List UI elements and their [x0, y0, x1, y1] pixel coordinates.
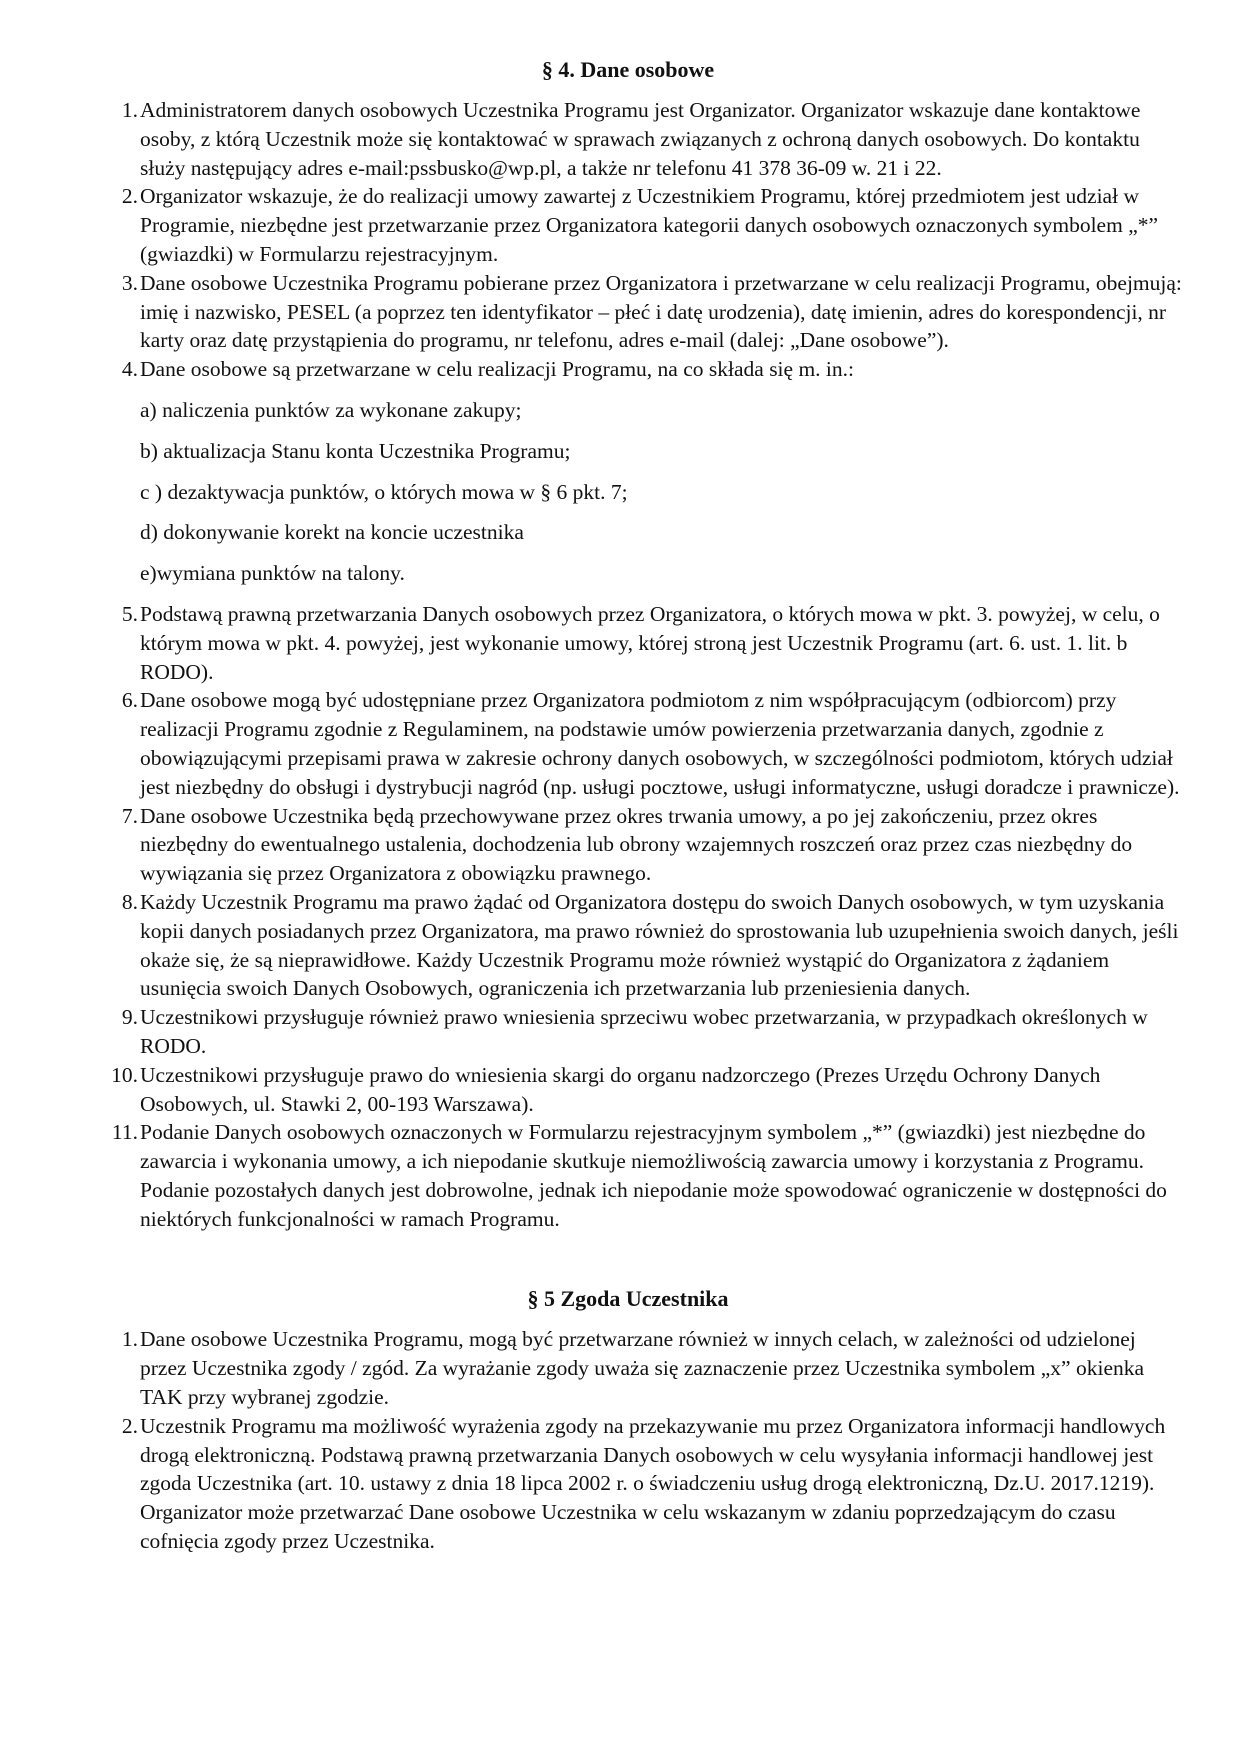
- item-number: 4.: [121, 357, 138, 382]
- section-5-title: § 5 Zgoda Uczestnika: [527, 1286, 729, 1312]
- item-text: Dane osobowe Uczestnika Programu pobierane przez Organizatora i przetwarzane w celu realizacji Programu, obejmują: imię i nazwisko, PESEL (a poprzez ten identyfikator – płeć i datę urodzenia), datę imienin, adres do korespondencji, nr karty oraz datę przystąpienia do programu, nr telefonu, adres e-mail (dalej: „Dane osobowe”).: [140, 270, 1182, 353]
- item-number: 5.: [121, 601, 138, 626]
- section-4-title: § 4. Dane osobowe: [541, 57, 715, 82]
- sub-item: a) naliczenia punktów za wykonane zakupy;: [140, 397, 522, 422]
- item-number: 1.: [121, 1327, 138, 1352]
- item-number: 2.: [121, 1413, 138, 1438]
- sub-item: b) aktualizacja Stanu konta Uczestnika Programu;: [140, 438, 571, 463]
- item-number: 2.: [121, 184, 138, 209]
- item-text: Każdy Uczestnik Programu ma prawo żądać od Organizatora dostępu do swoich Danych osobowych, w tym uzyskania kopii danych posiadanych przez Organizatora, ma prawo również do sprostowania lub uzupełnienia swoich danych, jeśli okaże się, że są nieprawidłowe. Każdy Uczestnik Programu może również wystąpić do Organizatora z żądaniem usunięcia swoich Danych Osobowych, ograniczenia ich przetwarzania lub przeniesienia danych.: [140, 889, 1179, 1001]
- sub-item: d) dokonywanie korekt na koncie uczestnika: [140, 520, 524, 545]
- list-item: [110, 1412, 1186, 1556]
- item-text: Organizator wskazuje, że do realizacji umowy zawartej z Uczestnikiem Programu, której przedmiotem jest udział w Programie, niezbędne jest przetwarzanie przez Organizatora kategorii danych osobowych oznaczonych symbolem „*” (gwiazdki) w Formularzu rejestracyjnym.: [140, 184, 1159, 266]
- section-5-list: [110, 1325, 1186, 1555]
- item-number: 1.: [121, 98, 138, 122]
- item-number: 9.: [121, 1005, 138, 1030]
- item-text: Podstawą prawną przetwarzania Danych osobowych przez Organizatora, o których mowa w pkt. 3. powyżej, w celu, o którym mowa w pkt. 4. powyżej, jest wykonanie umowy, której stroną jest Uczestnik Programu (art. 6. ust. 1. lit. b RODO).: [140, 601, 1160, 684]
- list-item: [110, 269, 1186, 355]
- section-4-list: [110, 96, 1186, 1233]
- list-item: [110, 1061, 1186, 1119]
- list-item: [110, 686, 1186, 801]
- item-number: 6.: [121, 688, 138, 713]
- item-text: Uczestnikowi przysługuje prawo do wniesienia skargi do organu nadzorczego (Prezes Urzędu Ochrony Danych Osobowych, ul. Stawki 2, 00-193 Warszawa).: [140, 1062, 1101, 1116]
- item-text: Dane osobowe są przetwarzane w celu realizacji Programu, na co składa się m. in.:: [140, 357, 854, 382]
- list-item: [110, 96, 1186, 182]
- item-text: Dane osobowe mogą być udostępniane przez Organizatora podmiotom z nim współpracującym (odbiorcom) przy realizacji Programu zgodnie z Regulaminem, na podstawie umów powierzenia przetwarzania danych, zgodnie z obowiązującymi przepisami prawa w zakresie ochrony danych osobowych, w szczególności podmiotom, których udział jest niezbędny do obsługi i dystrybucji nagród (np. usługi pocztowe, usługi informatyczne, usługi doradcze i prawnicze).: [140, 688, 1180, 799]
- sub-item: c ) dezaktywacja punktów, o których mowa w § 6 pkt. 7;: [140, 479, 628, 504]
- item-text: Administratorem danych osobowych Uczestnika Programu jest Organizator. Organizator wskazuje dane kontaktowe osoby, z którą Uczestnik może się kontaktować w sprawach związanych z ochroną danych osobowych. Do kontaktu służy następujący adres e-mail:pssbusko@wp.pl, a także nr telefonu 41 378 36-09 w. 21 i 22.: [140, 98, 1141, 180]
- item-text: Dane osobowe Uczestnika Programu, mogą być przetwarzane również w innych celach, w zależności od udzielonej przez Uczestnika zgody / zgód. Za wyrażanie zgody uważa się zaznaczenie przez Uczestnika symbolem „x” okienka TAK przy wybranej zgodzie.: [140, 1327, 1145, 1410]
- item-number: 3.: [121, 270, 138, 295]
- list-item: [110, 888, 1186, 1003]
- item-number: 11.: [111, 1120, 138, 1145]
- item-number: 7.: [121, 803, 138, 828]
- list-item: [110, 1118, 1186, 1233]
- list-item: [110, 355, 1186, 588]
- list-item: [110, 1325, 1186, 1411]
- item-number: 10.: [111, 1062, 138, 1087]
- item-text: Dane osobowe Uczestnika będą przechowywane przez okres trwania umowy, a po jej zakończeniu, przez okres niezbędny do ewentualnego ustalenia, dochodzenia lub obrony wzajemnych roszczeń oraz przez czas niezbędny do wywiązania się przez Organizatora z obowiązku prawnego.: [140, 803, 1133, 886]
- list-item: [110, 600, 1186, 686]
- list-item: [110, 802, 1186, 888]
- item-number: 8.: [121, 889, 138, 914]
- processing-purposes-list: [140, 396, 1186, 588]
- item-text: Uczestnikowi przysługuje również prawo wniesienia sprzeciwu wobec przetwarzania, w przypadkach określonych w RODO.: [140, 1005, 1148, 1058]
- list-item: [110, 182, 1186, 268]
- sub-item: e)wymiana punktów na talony.: [140, 561, 405, 586]
- item-text: Uczestnik Programu ma możliwość wyrażenia zgody na przekazywanie mu przez Organizatora informacji handlowych drogą elektroniczną. Podstawą prawną przetwarzania Danych osobowych w celu wysyłania informacji handlowej jest zgoda Uczestnika (art. 10. ustawy z dnia 18 lipca 2002 r. o świadczeniu usług drogą elektroniczną, Dz.U. 2017.1219). Organizator może przetwarzać Dane osobowe Uczestnika w celu wskazanym w zdaniu poprzedzającym do czasu cofnięcia zgody przez Uczestnika.: [140, 1413, 1166, 1554]
- item-text: Podanie Danych osobowych oznaczonych w Formularzu rejestracyjnym symbolem „*” (gwiazdki) jest niezbędne do zawarcia i wykonania umowy, a ich niepodanie skutkuje niemożliwością zawarcia umowy i korzystania z Programu. Podanie pozostałych danych jest dobrowolne, jednak ich niepodanie może spowodować ograniczenie w dostępności do niektórych funkcjonalności w ramach Programu.: [140, 1120, 1167, 1231]
- list-item: [110, 1003, 1186, 1061]
